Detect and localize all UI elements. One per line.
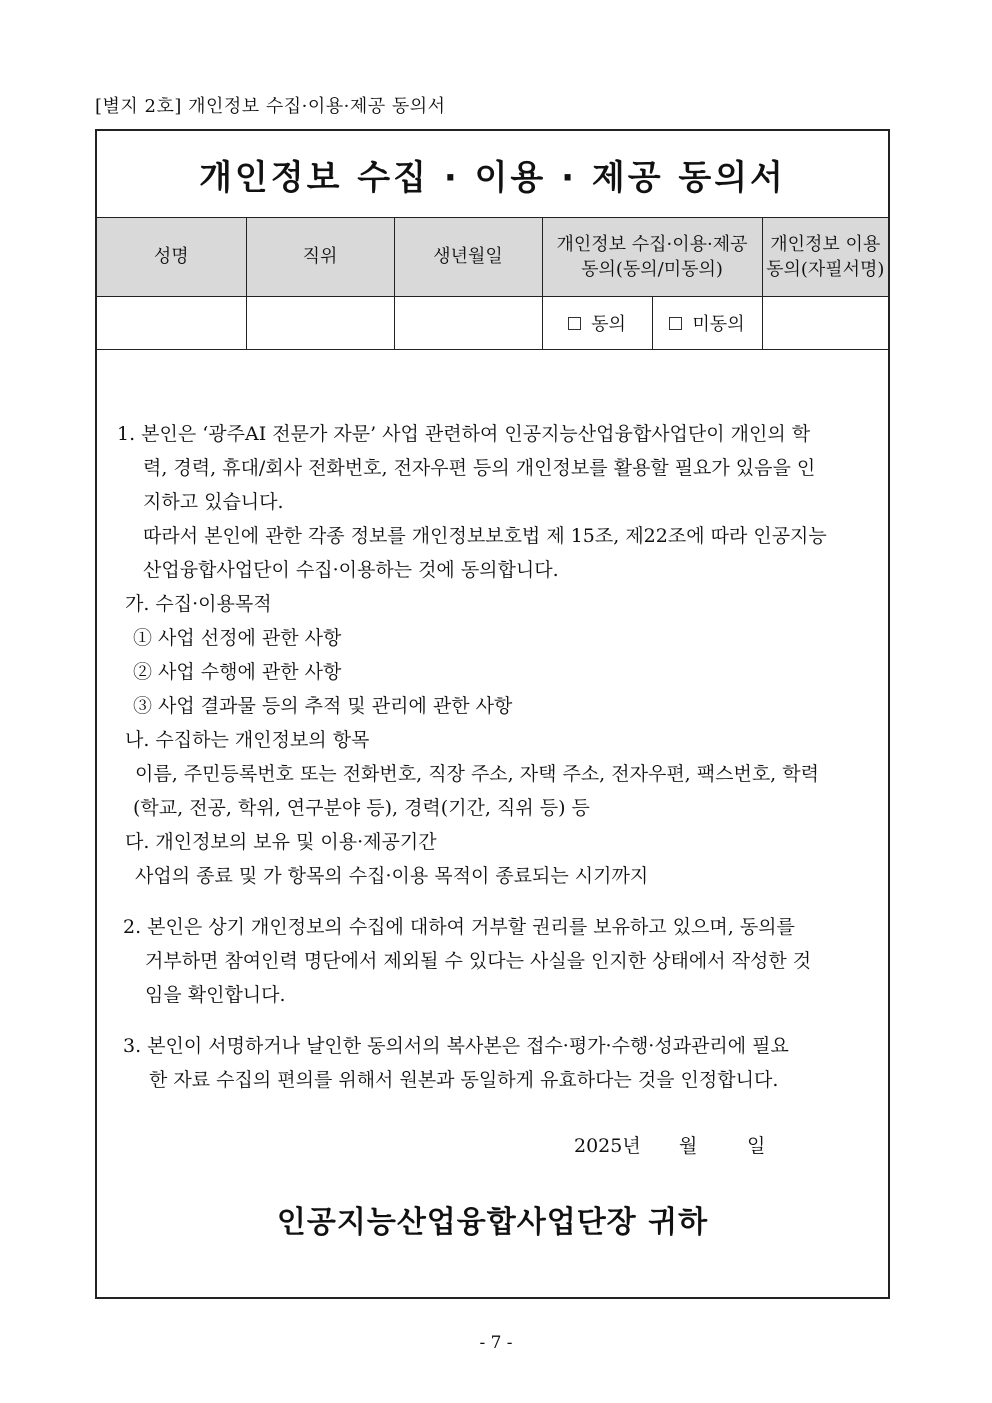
item1-line1 (117, 419, 870, 446)
section-a-item2: ② 사업 수행에 관한 사항 (133, 661, 342, 683)
section-a-item1: ① 사업 선정에 관한 사항 (133, 627, 342, 649)
birthdate-cell[interactable] (394, 297, 542, 350)
item2-line1: 2. 본인은 상기 개인정보의 수집에 대하여 거부할 권리를 보유하고 있으며, 동의를 (123, 916, 795, 938)
date-month: 월 (679, 1135, 698, 1157)
closing-addressee: 인공지능산업융합사업단장 귀하 (276, 1205, 709, 1240)
header-signature-line1: 개인정보 이용 (770, 233, 881, 255)
position-cell[interactable] (246, 297, 394, 350)
disagree-label: 미동의 (692, 314, 745, 335)
section-c-title: 다. 개인정보의 보유 및 이용·제공기간 (125, 831, 437, 853)
section-c-line: 사업의 종료 및 가 항목의 수집·이용 목적이 종료되는 시기까지 (135, 865, 649, 887)
form-title: 개인정보 수집 · 이용 · 제공 동의서 (97, 131, 888, 218)
section-b-line2: (학교, 전공, 학위, 연구분야 등), 경력(기간, 직위 등) 등 (133, 797, 590, 819)
attachment-label: [별지 2호] 개인정보 수집·이용·제공 동의서 (95, 96, 446, 117)
consent-form (95, 129, 890, 1299)
header-consent (542, 218, 762, 297)
header-consent-line2: 동의(동의/미동의) (581, 259, 723, 280)
date-day: 일 (747, 1135, 766, 1157)
agree-label: 동의 (591, 314, 626, 335)
item1-line4: 따라서 본인에 관한 각종 정보를 개인정보보호법 제 15조, 제22조에 따라 인공지능 (143, 525, 827, 547)
agree-checkbox[interactable] (568, 317, 581, 330)
page-number: - 7 - (479, 1333, 513, 1353)
item3-line2: 한 자료 수집의 편의를 위해서 원본과 동일하게 유효하다는 것을 인정합니다. (149, 1069, 779, 1091)
section-b-title: 나. 수집하는 개인정보의 항목 (125, 729, 370, 751)
item3-line1: 3. 본인이 서명하거나 날인한 동의서의 복사본은 접수·평가·수행·성과관리에 필요 (123, 1035, 789, 1057)
header-name: 성명 (97, 218, 246, 297)
header-signature (762, 218, 888, 297)
header-position: 직위 (246, 218, 394, 297)
item1-line1-text: 1. 본인은 ‘광주AI 전문가 자문’ 사업 관련하여 인공지능산업융합사업단이 개인의 학 (117, 423, 811, 445)
header-signature-line2: 동의(자필서명) (766, 259, 885, 280)
agree-option[interactable] (542, 297, 652, 350)
item1-line2: 력, 경력, 휴대/회사 전화번호, 전자우편 등의 개인정보를 활용할 필요가 있음을 인 (143, 457, 816, 479)
disagree-option[interactable] (652, 297, 762, 350)
date-year: 2025년 (574, 1135, 641, 1157)
signature-cell[interactable] (762, 297, 888, 350)
item2-line3: 임을 확인합니다. (145, 984, 286, 1006)
item1-line5: 산업융합사업단이 수집·이용하는 것에 동의합니다. (143, 559, 559, 581)
header-consent-line1: 개인정보 수집·이용·제공 (556, 233, 748, 255)
name-cell[interactable] (97, 297, 246, 350)
section-a-item3: ③ 사업 결과물 등의 추적 및 관리에 관한 사항 (133, 695, 513, 717)
header-birthdate: 생년월일 (394, 218, 542, 297)
section-a-title: 가. 수집·이용목적 (125, 593, 272, 615)
section-b-line1: 이름, 주민등록번호 또는 전화번호, 직장 주소, 자택 주소, 전자우편, 팩스번호, 학력 (135, 763, 819, 785)
item2-line2: 거부하면 참여인력 명단에서 제외될 수 있다는 사실을 인지한 상태에서 작성한 것 (145, 950, 812, 972)
signature-table (97, 218, 888, 350)
disagree-checkbox[interactable] (669, 317, 682, 330)
item1-line3: 지하고 있습니다. (143, 491, 284, 513)
